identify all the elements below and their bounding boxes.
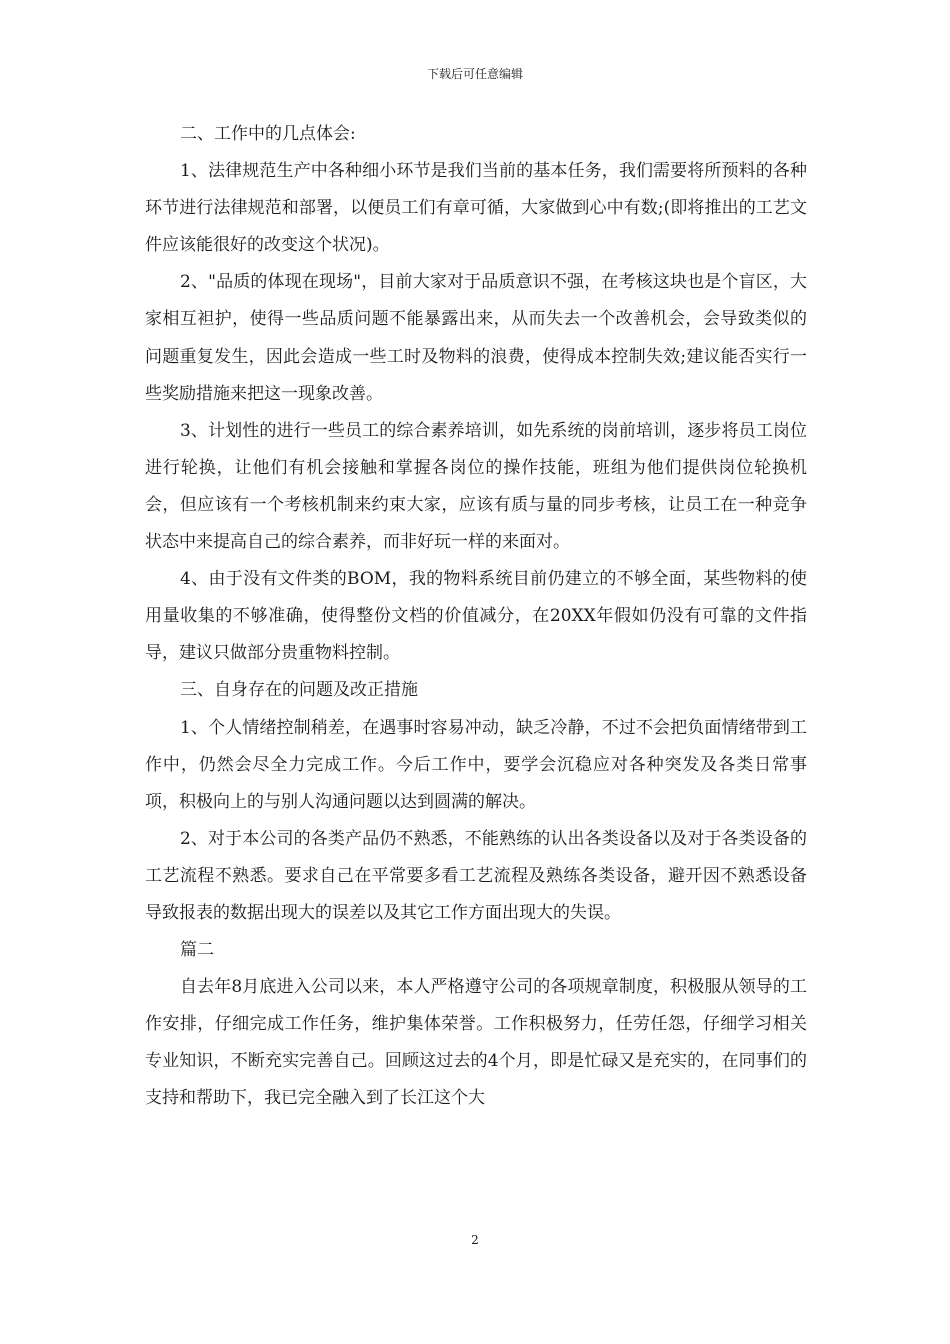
paragraph-problems-2: 2、对于本公司的各类产品仍不熟悉，不能熟练的认出各类设备以及对于各类设备的工艺流程不熟悉。要求自己在平常要多看工艺流程及熟练各类设备，避开因不熟悉设备导致报表的数据出现大的误差以及其它工作方面出现大的失误。 [145, 828, 807, 923]
page-header: 下载后可任意编辑 [426, 67, 523, 81]
section-heading-problems: 三、自身存在的问题及改正措施 [180, 680, 418, 701]
paragraph-experience-4: 4、由于没有文件类的BOM，我的物料系统目前仍建立的不够全面，某些物料的使用量收集的不够准确，使得整份文档的价值减分，在20XX年假如仍没有可靠的文件指导，建议只做部分贵重物料控制。 [145, 569, 807, 664]
document-body [145, 116, 807, 1118]
page-number: 2 [471, 1233, 479, 1247]
paragraph-part-two-intro: 自去年8月底进入公司以来，本人严格遵守公司的各项规章制度，积极服从领导的工作安排，仔细完成工作任务，维护集体荣誉。工作积极努力，任劳任怨，仔细学习相关专业知识，不断充实完善自己。回顾这过去的4个月，即是忙碌又是充实的，在同事们的支持和帮助下，我已完全融入到了长江这个大 [145, 977, 807, 1109]
paragraph-experience-2: 2、"品质的体现在现场"，目前大家对于品质意识不强，在考核这块也是个盲区，大家相互袒护，使得一些品质问题不能暴露出来，从而失去一个改善机会，会导致类似的问题重复发生，因此会造成一些工时及物料的浪费，使得成本控制失效;建议能否实行一些奖励措施来把这一现象改善。 [145, 272, 807, 404]
paragraph-experience-3: 3、计划性的进行一些员工的综合素养培训，如先系统的岗前培训，逐步将员工岗位进行轮换，让他们有机会接触和掌握各岗位的操作技能，班组为他们提供岗位轮换机会，但应该有一个考核机制来约束大家，应该有质与量的同步考核，让员工在一种竞争状态中来提高自己的综合素养，而非好玩一样的来面对。 [145, 420, 807, 553]
section-heading-part-two: 篇二 [180, 940, 214, 961]
section-heading-experience: 二、工作中的几点体会: [180, 124, 356, 144]
paragraph-problems-1: 1、个人情绪控制稍差，在遇事时容易冲动，缺乏冷静，不过不会把负面情绪带到工作中，仍然会尽全力完成工作。今后工作中，要学会沉稳应对各种突发及各类日常事项，积极向上的与别人沟通问题以达到圆满的解决。 [145, 717, 807, 812]
paragraph-experience-1: 1、法律规范生产中各种细小环节是我们当前的基本任务，我们需要将所预料的各种环节进行法律规范和部署，以便员工们有章可循，大家做到心中有数;(即将推出的工艺文件应该能很好的改变这个状况)。 [145, 161, 807, 256]
